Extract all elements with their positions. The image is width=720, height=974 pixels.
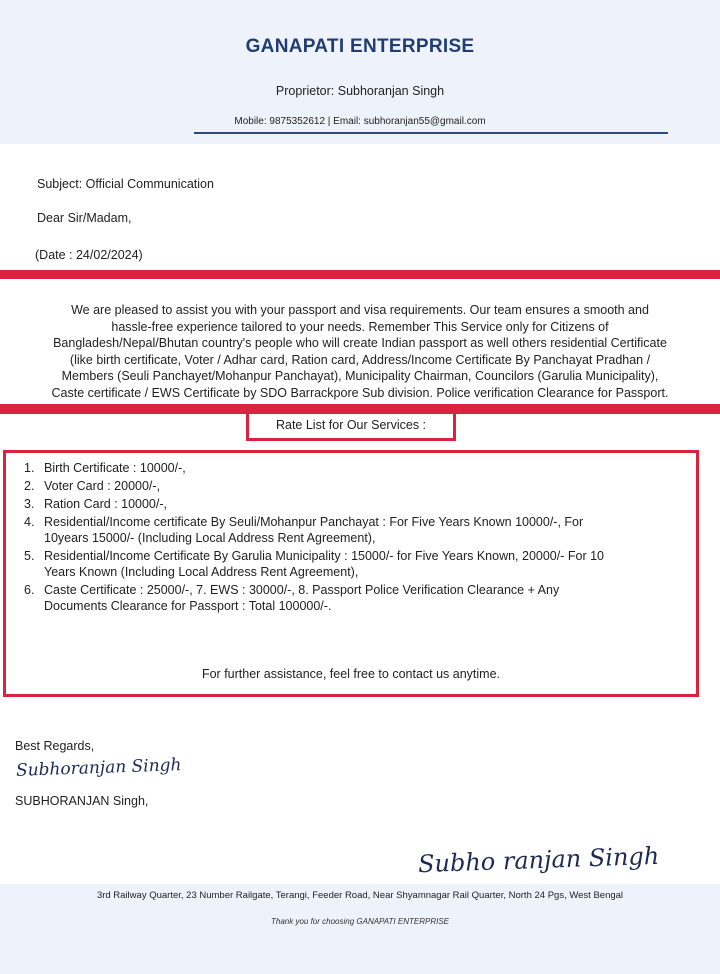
assistance-note: For further assistance, feel free to contact us anytime. <box>201 667 501 681</box>
item-text: Voter Card : 20000/-, <box>44 479 161 493</box>
item-text: Caste Certificate : 25000/-, 7. EWS : 30000/-, 8. Passport Police Verification Clearance + Any <box>44 583 560 597</box>
header-divider <box>194 132 668 134</box>
divider-bar-top <box>0 270 720 279</box>
item-text: 10years 15000/- (Including Local Address Rent Agreement), <box>44 531 376 545</box>
intro-line: Members (Seuli Panchayet/Mohanpur Panchayat), Municipality Chairman, Councilors (Garulia Municipality), <box>61 369 659 383</box>
best-regards: Best Regards, <box>15 739 95 753</box>
item-text: Residential/Income certificate By Seuli/Mohanpur Panchayat : For Five Years Known 10000/-, For <box>44 515 584 529</box>
item-text: Documents Clearance for Passport : Total 100000/-. <box>44 599 332 613</box>
intro-paragraph <box>0 302 720 401</box>
item-number: 5. <box>24 549 35 563</box>
services-box <box>3 450 699 697</box>
item-number: 6. <box>24 583 35 597</box>
list-item <box>20 514 690 546</box>
signature-small: Subhoranjan Singh <box>15 755 182 781</box>
footer-thanks: Thank you for choosing GANAPATI ENTERPRISE <box>271 917 449 926</box>
item-number: 4. <box>24 515 35 529</box>
item-text: Birth Certificate : 10000/-, <box>44 461 186 475</box>
rate-list-title: Rate List for Our Services : <box>246 414 456 441</box>
salutation: Dear Sir/Madam, <box>37 211 132 225</box>
item-number: 2. <box>24 479 35 493</box>
signatory-name: SUBHORANJAN Singh, <box>15 794 149 808</box>
contact-line: Mobile: 9875352612 | Email: subhoranjan55@gmail.com <box>234 116 486 127</box>
company-name: GANAPATI ENTERPRISE <box>245 36 475 57</box>
item-text: Ration Card : 10000/-, <box>44 497 167 511</box>
intro-line: We are pleased to assist you with your passport and visa requirements. Our team ensures a smooth and <box>71 303 649 317</box>
item-number: 1. <box>24 461 35 475</box>
list-item <box>20 496 690 512</box>
intro-line: (like birth certificate, Voter / Adhar card, Ration card, Address/Income Certificate By Panchayat Pradhan / <box>69 352 651 367</box>
subject-line: Subject: Official Communication <box>37 177 214 191</box>
item-number: 3. <box>24 497 35 511</box>
intro-line: Caste certificate / EWS Certificate by SDO Barrackpore Sub division. Police verification Clearance for Passport. <box>51 385 669 400</box>
list-item <box>20 548 690 580</box>
signature-large: Subho ranjan Singh <box>417 841 660 879</box>
item-text: Residential/Income Certificate By Garulia Municipality : 15000/- for Five Years Known, 20000/- For 10 <box>44 549 604 563</box>
intro-line: hassle-free experience tailored to your needs. Remember This Service only for Citizens of <box>111 319 609 334</box>
item-text: Years Known (Including Local Address Rent Agreement), <box>44 565 359 579</box>
list-item <box>20 478 690 494</box>
proprietor-line: Proprietor: Subhoranjan Singh <box>275 84 445 98</box>
rate-list <box>20 460 690 616</box>
intro-line: Bangladesh/Nepal/Bhutan country's people who will create Indian passport as well others residential Certificate <box>53 336 667 350</box>
list-item <box>20 460 690 476</box>
letter-date: (Date : 24/02/2024) <box>35 248 143 262</box>
divider-bar-middle <box>0 404 720 414</box>
list-item <box>20 582 690 614</box>
footer-address: 3rd Railway Quarter, 23 Number Railgate, Terangi, Feeder Road, Near Shyamnagar Rail Quarter, North 24 Pgs, West Bengal <box>96 890 624 901</box>
